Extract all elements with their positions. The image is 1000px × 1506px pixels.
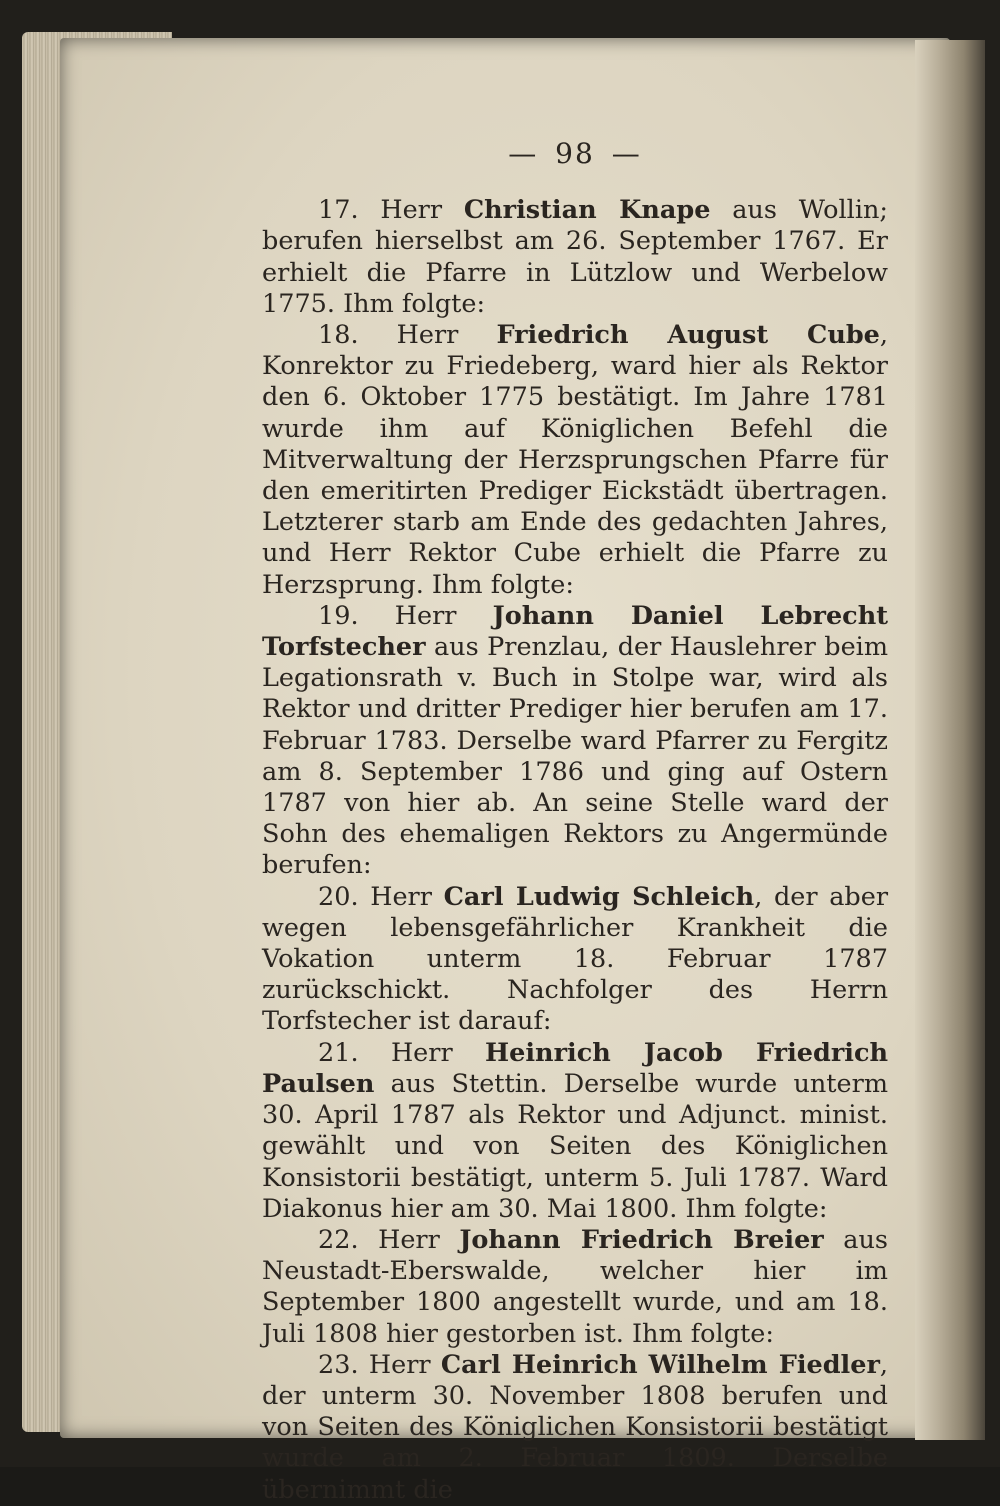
header-dash-right: —: [611, 137, 642, 170]
entry-herr: Herr: [396, 320, 459, 351]
entry-person-name: Friedrich August Cube: [496, 320, 880, 351]
entry-23: [262, 1350, 888, 1506]
entry-person-name: Johann Friedrich Breier: [459, 1224, 824, 1255]
entry-text: aus Prenzlau, der Hauslehrer beim Legationsrath v. Buch in Stolpe war, wird als Rektor und dritter Prediger hier berufen am 17. Februar 1783. Derselbe ward Pfarrer zu Fergitz am 8. September 1786 und ging auf Ostern 1787 von hier ab. An seine Stelle ward der Sohn des ehemaligen Rektors zu Angermünde berufen:: [262, 632, 888, 881]
entry-number: 18.: [318, 320, 359, 351]
entry-person-name: Johann Daniel Lebrecht Torfstecher: [262, 600, 889, 663]
entry-herr: Herr: [390, 1037, 453, 1068]
entry-text: aus Wollin; berufen hierselbst am 26. September 1767. Er erhielt die Pfarre in Lützlow und Werbelow 1775. Ihm folgte:: [262, 195, 889, 319]
entry-17: [262, 195, 888, 320]
entry-number: 19.: [318, 600, 359, 631]
entry-20: [262, 882, 888, 1038]
entry-21: [262, 1038, 888, 1225]
entry-person-name: Heinrich Jacob Friedrich Paulsen: [262, 1037, 889, 1099]
entry-herr: Herr: [394, 600, 457, 631]
entry-person-name: Christian Knape: [463, 195, 711, 226]
entry-text: , der aber wegen lebensgefährlicher Krankheit die Vokation unterm 18. Februar 1787 zurückschickt. Nachfolger des Herrn Torfstecher ist darauf:: [262, 881, 889, 1037]
header-dash-left: —: [508, 137, 539, 170]
entry-number: 17.: [318, 195, 359, 226]
entry-text: aus Neustadt-Eberswalde, welcher hier im September 1800 angestellt wurde, und am 18. Juli 1808 hier gestorben ist. Ihm folgte:: [262, 1224, 888, 1349]
entry-herr: Herr: [380, 195, 443, 226]
entry-herr: Herr: [370, 881, 432, 912]
entry-text: , der unterm 30. November 1808 berufen und von Seiten des Königlichen Konsistorii bestätigt wurde am 2. Februar 1809. Derselbe übernimmt die: [262, 1349, 889, 1505]
entry-19: [262, 601, 888, 882]
entry-herr: Herr: [368, 1349, 431, 1380]
page-number: 98: [555, 137, 595, 170]
entry-text: , Konrektor zu Friedeberg, ward hier als Rektor den 6. Oktober 1775 bestätigt. Im Jahre 1781 wurde ihm auf Königlichen Befehl die Mitverwaltung der Herzsprungschen Pfarre für den emeritirten Prediger Eickstädt übertragen. Letzterer starb am Ende des gedachten Jahres, und Herr Rektor Cube erhielt die Pfarre zu Herzsprung. Ihm folgte:: [262, 320, 889, 600]
entry-number: 20.: [318, 881, 359, 912]
entry-number: 21.: [318, 1037, 359, 1068]
entry-number: 23.: [318, 1349, 359, 1380]
page-content: [262, 138, 888, 1506]
entry-22: [262, 1225, 888, 1350]
page-header: [262, 138, 888, 169]
entry-18: [262, 320, 888, 601]
entry-person-name: Carl Ludwig Schleich: [443, 881, 755, 912]
book-gutter: [915, 40, 985, 1440]
entry-text: aus Stettin. Derselbe wurde unterm 30. April 1787 als Rektor und Adjunct. minist. gewählt und von Seiten des Königlichen Konsistorii bestätigt, unterm 5. Juli 1787. Ward Diakonus hier am 30. Mai 1800. Ihm folgte:: [262, 1068, 888, 1224]
entry-number: 22.: [318, 1224, 359, 1255]
entry-herr: Herr: [378, 1224, 440, 1255]
entry-person-name: Carl Heinrich Wilhelm Fiedler: [440, 1349, 880, 1380]
